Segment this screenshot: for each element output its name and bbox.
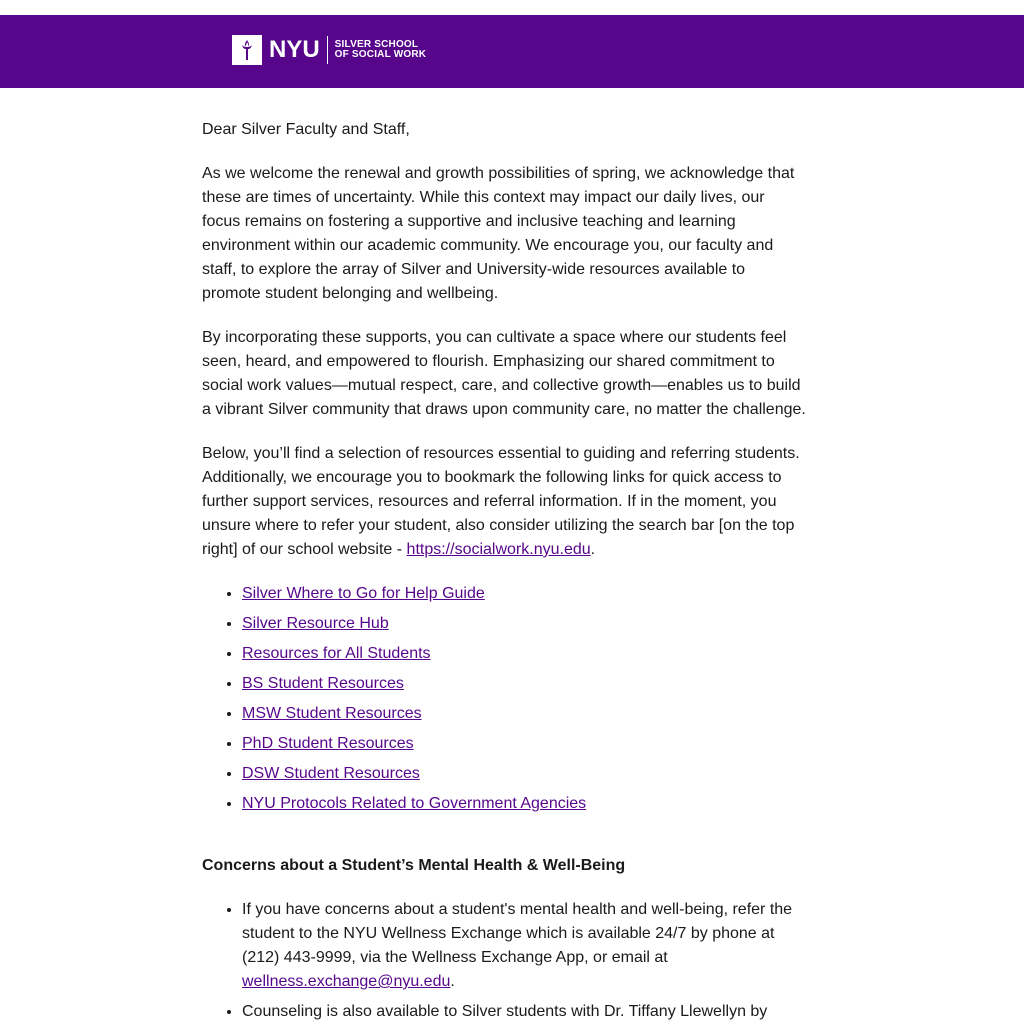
link-silver-resource-hub[interactable]: Silver Resource Hub	[242, 615, 389, 632]
list-item	[242, 762, 806, 786]
mental-health-heading: Concerns about a Student’s Mental Health & Well-Being	[202, 857, 626, 874]
link-nyu-protocols-government[interactable]: NYU Protocols Related to Government Agencies	[242, 795, 587, 812]
link-where-to-go-guide[interactable]: Silver Where to Go for Help Guide	[242, 585, 485, 602]
nyu-silver-logo	[232, 35, 426, 65]
wellness-exchange-after: .	[450, 973, 455, 990]
resources-intro-after: .	[590, 541, 596, 558]
logo-school-name	[335, 40, 427, 60]
list-item-counseling: • Counseling is also available to Silver students with Dr. Tiffany Llewellyn by	[242, 1000, 806, 1024]
logo-school-line2: OF SOCIAL WORK	[334, 49, 427, 60]
link-phd-student-resources[interactable]: PhD Student Resources	[242, 735, 414, 752]
paragraph-resources-intro	[202, 442, 806, 562]
logo-divider	[327, 36, 328, 64]
email-body	[202, 118, 806, 1024]
list-item	[242, 642, 806, 666]
top-strip	[0, 0, 1024, 15]
paragraph-supports: By incorporating these supports, you can cultivate a space where our students feel seen, heard, and empowered to flourish. Emphasizing our shared commitment to social work values—mutual respect, care, and collective growth—enables us to build a vibrant Silver community that draws upon community care, no matter the challenge.	[202, 329, 806, 418]
list-item-wellness-exchange	[242, 898, 806, 994]
resources-intro-text: Below, you’ll find a selection of resources essential to guiding and referring students. Additionally, we encourage you to bookmark the following links for quick access to further support services, resources and referral information. If in the moment, you unsure where to refer your student, also consider utilizing the search bar [on the top right] of our school website -	[202, 445, 800, 558]
list-item	[242, 582, 806, 606]
paragraph-spring: As we welcome the renewal and growth possibilities of spring, we acknowledge that these are times of uncertainty. While this context may impact our daily lives, our focus remains on fostering a supportive and inclusive teaching and learning environment within our academic community. We encourage you, our faculty and staff, to explore the array of Silver and University-wide resources available to promote student belonging and wellbeing.	[202, 165, 795, 302]
wellness-exchange-text: If you have concerns about a student's mental health and well-being, refer the student to the NYU Wellness Exchange which is available 24/7 by phone at (212) 443-9999, via the Wellness Exchange App, or email at	[242, 901, 793, 966]
list-item	[242, 732, 806, 756]
logo-nyu-wordmark: NYU	[269, 36, 320, 63]
list-item	[242, 702, 806, 726]
logo-school-line1: SILVER SCHOOL	[334, 39, 419, 50]
resource-links-list	[202, 582, 806, 816]
school-website-link[interactable]: https://socialwork.nyu.edu	[406, 541, 591, 558]
list-item	[242, 672, 806, 696]
link-resources-all-students[interactable]: Resources for All Students	[242, 645, 431, 662]
list-item	[242, 612, 806, 636]
wellness-exchange-email-link[interactable]: wellness.exchange@nyu.edu	[242, 973, 451, 990]
list-item	[242, 792, 806, 816]
link-dsw-student-resources[interactable]: DSW Student Resources	[242, 765, 420, 782]
greeting: Dear Silver Faculty and Staff,	[202, 121, 410, 138]
nyu-torch-icon	[232, 35, 262, 65]
link-msw-student-resources[interactable]: MSW Student Resources	[242, 705, 422, 722]
mental-health-list	[202, 898, 806, 1024]
email-header-banner	[0, 15, 1024, 88]
link-bs-student-resources[interactable]: BS Student Resources	[242, 675, 404, 692]
